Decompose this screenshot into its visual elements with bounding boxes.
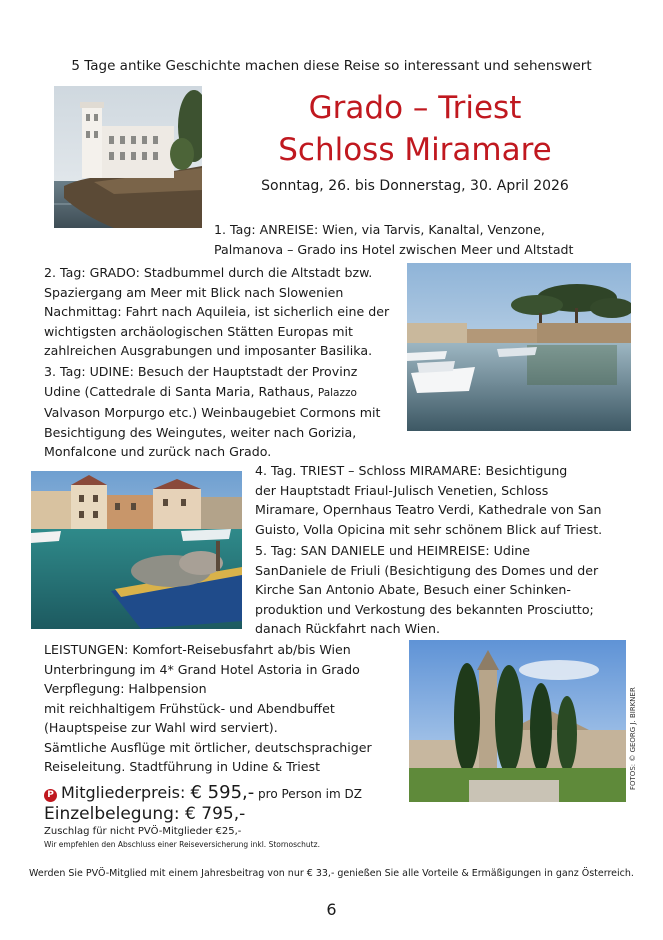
tagline: 5 Tage antike Geschichte machen diese Reise so interessant und sehenswert xyxy=(71,58,592,74)
services-line: Sämtliche Ausflüge mit örtlicher, deutschsprachiger xyxy=(44,739,372,755)
services-line1: Komfort-Reisebusfahrt ab/bis Wien xyxy=(128,642,351,657)
services-line: Unterbringung im 4* Grand Hotel Astoria in Grado xyxy=(44,661,360,677)
castle-photo xyxy=(54,86,202,228)
day4-line1: Besichtigung xyxy=(481,463,568,478)
day1-line1: Wien, via Tarvis, Kanaltal, Venzone, xyxy=(318,222,545,237)
insurance-note: Wir empfehlen den Abschluss einer Reiseversicherung inkl. Stornoschutz. xyxy=(44,840,320,849)
services-line: Verpflegung: Halbpension xyxy=(44,681,207,696)
day5-line: Kirche San Antonio Abate, Besuch einer Schinken- xyxy=(255,582,571,597)
day1-label: 1. Tag: ANREISE: xyxy=(214,222,319,237)
services-line: mit reichhaltigem Frühstück- und Abendbuffet xyxy=(44,700,335,716)
day4-text xyxy=(255,461,645,539)
day4-label: 4. Tag. TRIEST – Schloss MIRAMARE: xyxy=(255,463,482,478)
day3-line2b: Palazzo xyxy=(317,386,357,399)
day5-line: danach Rückfahrt nach Wien. xyxy=(255,621,440,636)
services-line: (Hauptspeise zur Wahl wird serviert). xyxy=(44,720,278,735)
day2-line: wichtigsten archäologischen Stätten Europas mit xyxy=(44,323,353,339)
day2-line1: Stadbummel durch die Altstadt bzw. xyxy=(139,265,373,280)
day1-text xyxy=(214,220,634,259)
day3-text xyxy=(44,362,404,462)
day3-line2a: Udine (Cattedrale di Santa Maria, Rathaus, xyxy=(44,383,318,399)
member-price-amount: € 595,- xyxy=(190,782,255,803)
title-line-1: Grado – Triest xyxy=(308,90,522,126)
day4-line: Miramare, Opernhaus Teatro Verdi, Kathedrale von San xyxy=(255,502,602,517)
day3-line: Valvason Morpurgo etc.) Weinbaugebiet Cormons mit xyxy=(44,405,381,420)
day5-line: SanDaniele de Friuli (Besichtigung des Domes und der xyxy=(255,562,599,578)
member-price-label: Mitgliederpreis: xyxy=(61,783,191,802)
day3-line: Besichtigung des Weingutes, weiter nach Gorizia, xyxy=(44,424,357,440)
day3-label: 3. Tag: UDINE: xyxy=(44,364,134,379)
page-number: 6 xyxy=(326,900,337,919)
day2-text xyxy=(44,263,404,361)
services-text xyxy=(44,640,404,777)
member-price xyxy=(44,782,362,803)
day2-line: Nachmittag: Fahrt nach Aquileia, ist sicherlich eine der xyxy=(44,304,390,319)
membership-footer: Werden Sie PVÖ-Mitglied mit einem Jahresbeitrag von nur € 33,- genießen Sie alle Vorteile & Ermäßigungen in ganz Österreich. xyxy=(29,868,634,879)
day5-line1: Udine xyxy=(489,543,531,558)
day3-line1: Besuch der Hauptstadt der Provinz xyxy=(133,364,358,379)
day4-line: Guisto, Volla Opicina mit sehr schönem Blick auf Triest. xyxy=(255,521,603,537)
member-price-per: pro Person im DZ xyxy=(254,787,362,801)
day1-line2: Palmanova – Grado ins Hotel zwischen Meer und Altstadt xyxy=(214,241,574,257)
harbor-canal-photo xyxy=(407,263,631,431)
day3-line: Monfalcone und zurück nach Grado. xyxy=(44,444,272,459)
travel-dates: Sonntag, 26. bis Donnerstag, 30. April 2026 xyxy=(261,178,569,194)
day2-line: zahlreichen Ausgrabungen und imposanter Basilika. xyxy=(44,343,373,358)
day2-line: Spaziergang am Meer mit Blick nach Slowenien xyxy=(44,284,344,300)
fishing-boats-photo xyxy=(31,471,242,629)
day5-text xyxy=(255,541,645,639)
non-member-surcharge: Zuschlag für nicht PVÖ-Mitglieder €25,- xyxy=(44,826,242,837)
services-line: Reiseleitung. Stadtführung in Udine & Triest xyxy=(44,759,321,774)
pvo-logo-icon: P xyxy=(44,789,57,802)
day4-line: der Hauptstadt Friaul-Julisch Venetien, Schloss xyxy=(255,482,549,498)
day5-label: 5. Tag: SAN DANIELE und HEIMREISE: xyxy=(255,543,490,558)
services-label: LEISTUNGEN: xyxy=(44,642,129,657)
title-line-2: Schloss Miramare xyxy=(278,132,552,168)
basilica-cypress-photo xyxy=(409,640,626,802)
single-room-price: Einzelbelegung: € 795,- xyxy=(44,804,246,824)
day2-label: 2. Tag: GRADO: xyxy=(44,265,140,280)
day5-line: produktion und Verkostung des bekannten Prosciutto; xyxy=(255,601,594,617)
photo-credit: FOTOS: © GEORG J. BIRKNER xyxy=(629,687,637,790)
